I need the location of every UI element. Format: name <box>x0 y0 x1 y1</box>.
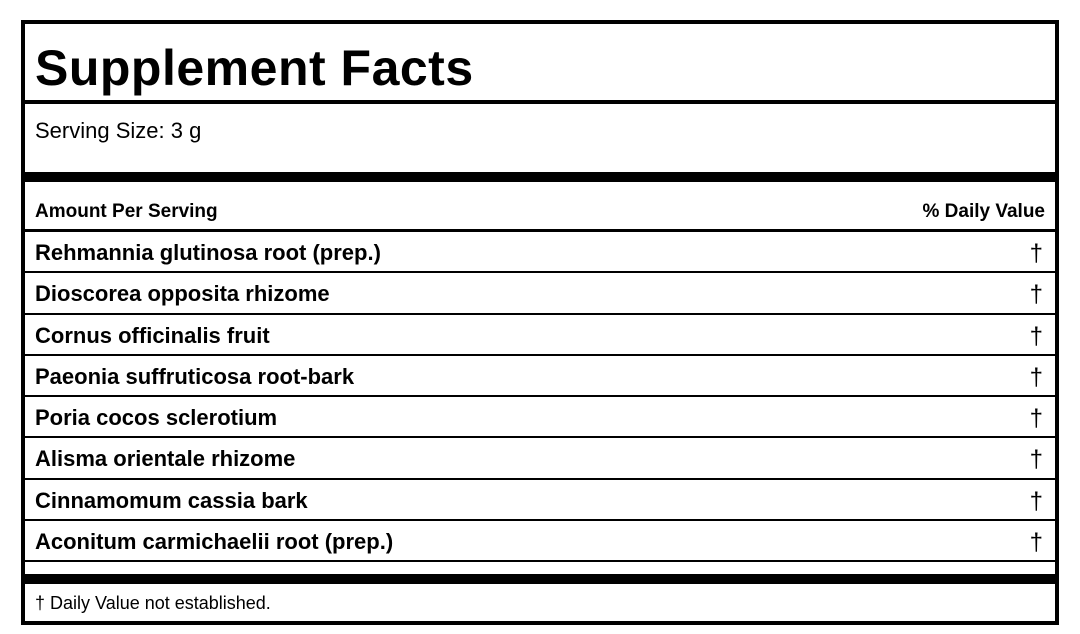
serving-size: Serving Size: 3 g <box>35 118 202 143</box>
ingredient-row <box>25 480 1055 521</box>
ingredient-name: Poria cocos sclerotium <box>35 405 278 431</box>
ingredient-row <box>25 315 1055 356</box>
ingredient-name: Cinnamomum cassia bark <box>35 487 308 513</box>
daily-value-marker: † <box>1029 281 1043 309</box>
column-header-row <box>25 192 1055 232</box>
ingredient-name: Alisma orientale rhizome <box>35 446 296 472</box>
ingredient-name: Cornus officinalis fruit <box>35 322 270 348</box>
ingredient-row <box>25 397 1055 438</box>
daily-value-marker: † <box>1029 446 1043 474</box>
supplement-facts-panel <box>21 20 1059 625</box>
ingredient-name: Dioscorea opposita rhizome <box>35 281 330 307</box>
daily-value-marker: † <box>1029 322 1043 350</box>
ingredient-name: Rehmannia glutinosa root (prep.) <box>35 240 381 265</box>
ingredient-row <box>25 521 1055 562</box>
ingredient-name: Aconitum carmichaelii root (prep.) <box>35 529 394 555</box>
daily-value-marker: † <box>1029 529 1043 557</box>
ingredient-row <box>25 232 1055 273</box>
daily-value-header: % Daily Value <box>922 201 1045 222</box>
serving-section <box>25 104 1055 182</box>
footnote: † Daily Value not established. <box>35 593 271 613</box>
ingredient-row <box>25 438 1055 479</box>
daily-value-marker: † <box>1029 363 1043 391</box>
title-section <box>25 24 1055 104</box>
amount-per-serving-header: Amount Per Serving <box>35 201 218 222</box>
footer-divider <box>25 574 1055 584</box>
panel-title: Supplement Facts <box>35 40 474 96</box>
daily-value-marker: † <box>1029 405 1043 433</box>
ingredient-row <box>25 273 1055 314</box>
ingredient-list <box>25 232 1055 562</box>
ingredient-name: Paeonia suffruticosa root-bark <box>35 363 355 389</box>
daily-value-marker: † <box>1029 487 1043 515</box>
ingredient-row <box>25 356 1055 397</box>
daily-value-marker: † <box>1029 240 1043 267</box>
